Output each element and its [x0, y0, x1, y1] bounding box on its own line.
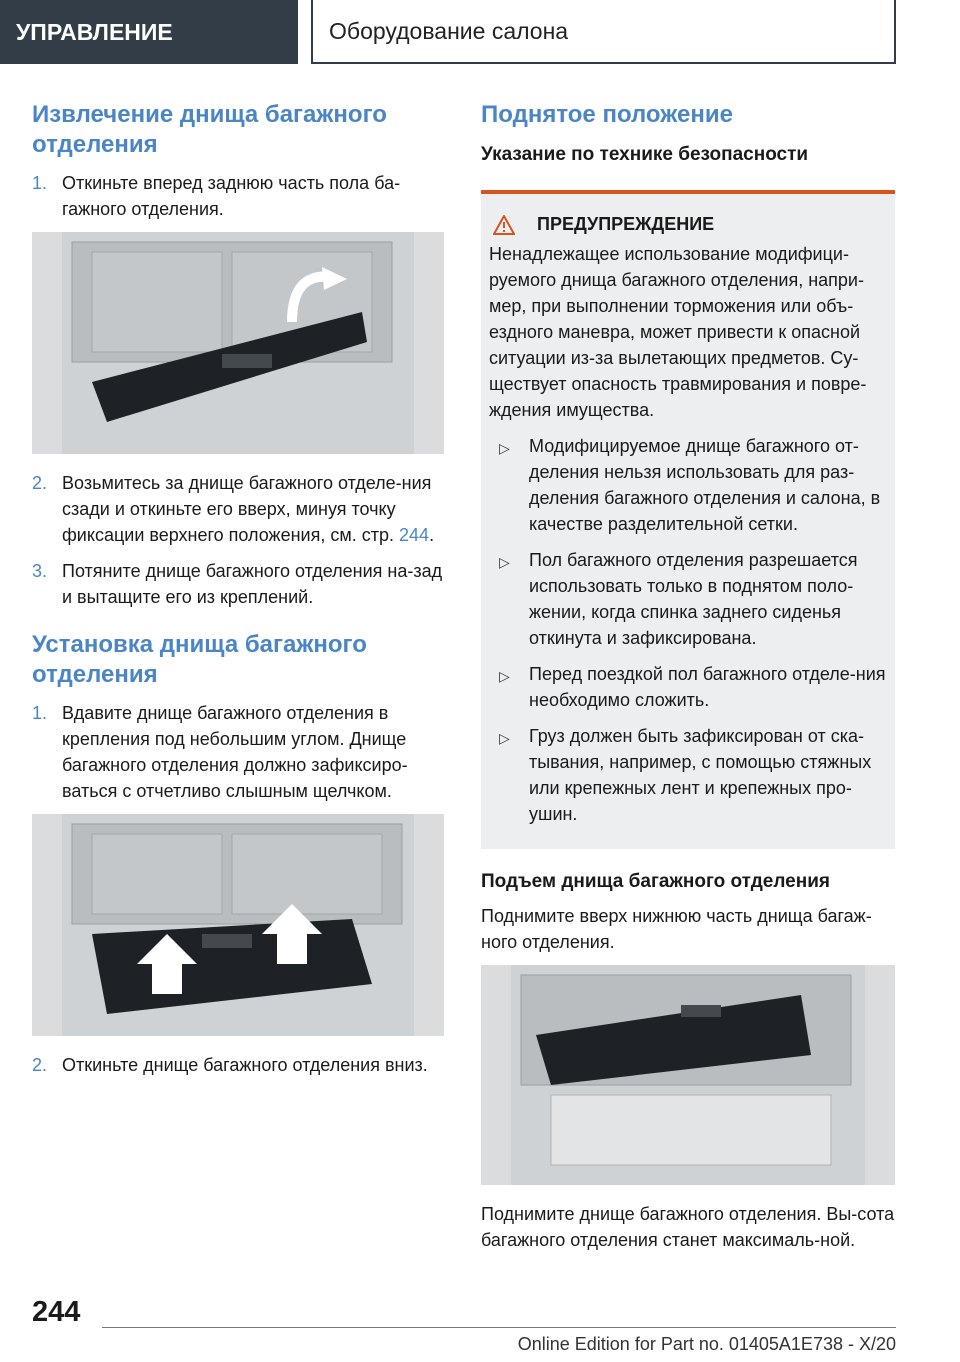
safety-heading: Указание по технике безопасности [481, 144, 809, 165]
warning-bullet [489, 661, 887, 713]
footer-divider [102, 1327, 896, 1328]
right-column [481, 100, 895, 1263]
step-number: 3. [32, 561, 48, 581]
step-text: Возьмитесь за днище багажного отделе-ния сзади и откиньте его вверх, минуя точку фиксации верхнего положения, см. стр. [62, 473, 432, 545]
section-tab [0, 0, 298, 64]
removal-step-1 [32, 170, 452, 222]
step-number: 1. [32, 703, 48, 723]
figure-open-floor [32, 232, 444, 454]
warning-bullet [489, 547, 887, 651]
warning-header [489, 214, 887, 235]
trunk-illustration-2 [32, 814, 444, 1036]
page-link[interactable]: 244 [399, 525, 430, 545]
warning-bullet [489, 433, 887, 537]
removal-step-3 [32, 558, 452, 610]
chapter-tab [311, 0, 896, 64]
step-text: Откиньте днище багажного отделения вниз. [62, 1055, 428, 1075]
section-title: УПРАВЛЕНИЕ [16, 18, 173, 45]
step-number: 2. [32, 1055, 48, 1075]
trunk-illustration-3 [481, 965, 895, 1185]
warning-triangle-icon [493, 215, 515, 235]
step-number: 2. [32, 473, 48, 493]
edition-footer: Online Edition for Part no. 01405A1E738 - X/20 [517, 1334, 896, 1354]
lift-text: Поднимите вверх нижнюю часть днища багаж-ного отделения. [481, 906, 872, 952]
lift-heading: Подъем днища багажного отделения [481, 871, 830, 892]
step-text-end: . [429, 525, 435, 545]
figure-raised-floor [481, 965, 895, 1185]
triangle-bullet-icon: ▷ [499, 440, 510, 456]
step-text: Потяните днище багажного отделения на-зад и вытащите его из креплений. [62, 561, 443, 607]
bullet-text: Пол багажного отделения разрешается использовать только в поднятом поло-жении, когда спинка заднего сиденья откинута и зафиксирована. [529, 550, 858, 648]
lift-result-text: Поднимите днище багажного отделения. Вы-сота багажного отделения станет максималь-ной. [481, 1204, 895, 1250]
figure-insert-floor [32, 814, 444, 1036]
warning-box [481, 190, 895, 849]
warning-text: Ненадлежащее использование модифици-руемого днища багажного отделения, напри-мер, при выполнении торможения или объ-ездного маневра, может привести к опасной ситуации из-за вылетающих предметов. Су-ществует опасность травмирования и повре-ждения имущества. [489, 244, 867, 420]
removal-title: Извлечение днища багажного отделения [32, 101, 387, 158]
install-step-1 [32, 700, 452, 804]
bullet-text: Груз должен быть зафиксирован от ска-тывания, например, с помощью стяжных или крепежных лент и крепежных про-ушин. [529, 726, 872, 824]
bullet-text: Модифицируемое днище багажного от-деления нельзя использовать для раз-деления багажного отделения и салона, в качестве разделительной сетки. [529, 436, 881, 534]
raised-position-title: Поднятое положение [481, 101, 733, 128]
warning-bullet [489, 723, 887, 827]
install-title: Установка днища багажного отделения [32, 631, 367, 688]
install-step-2 [32, 1052, 452, 1078]
step-number: 1. [32, 173, 48, 193]
triangle-bullet-icon: ▷ [499, 668, 510, 684]
warning-label: ПРЕДУПРЕЖДЕНИЕ [537, 214, 715, 234]
trunk-illustration-1 [32, 232, 444, 454]
page-number: 244 [32, 1296, 81, 1328]
step-text: Вдавите днище багажного отделения в крепления под небольшим углом. Днище багажного отделения должно зафиксиро-ваться с отчетливо слышным щелчком. [62, 703, 408, 801]
triangle-bullet-icon: ▷ [499, 554, 510, 570]
chapter-title: Оборудование салона [329, 17, 569, 44]
removal-step-2 [32, 470, 452, 548]
bullet-text: Перед поездкой пол багажного отделе-ния необходимо сложить. [529, 664, 886, 710]
left-column [32, 100, 452, 1088]
step-text: Откиньте вперед заднюю часть пола ба-гажного отделения. [62, 173, 401, 219]
triangle-bullet-icon: ▷ [499, 730, 510, 746]
